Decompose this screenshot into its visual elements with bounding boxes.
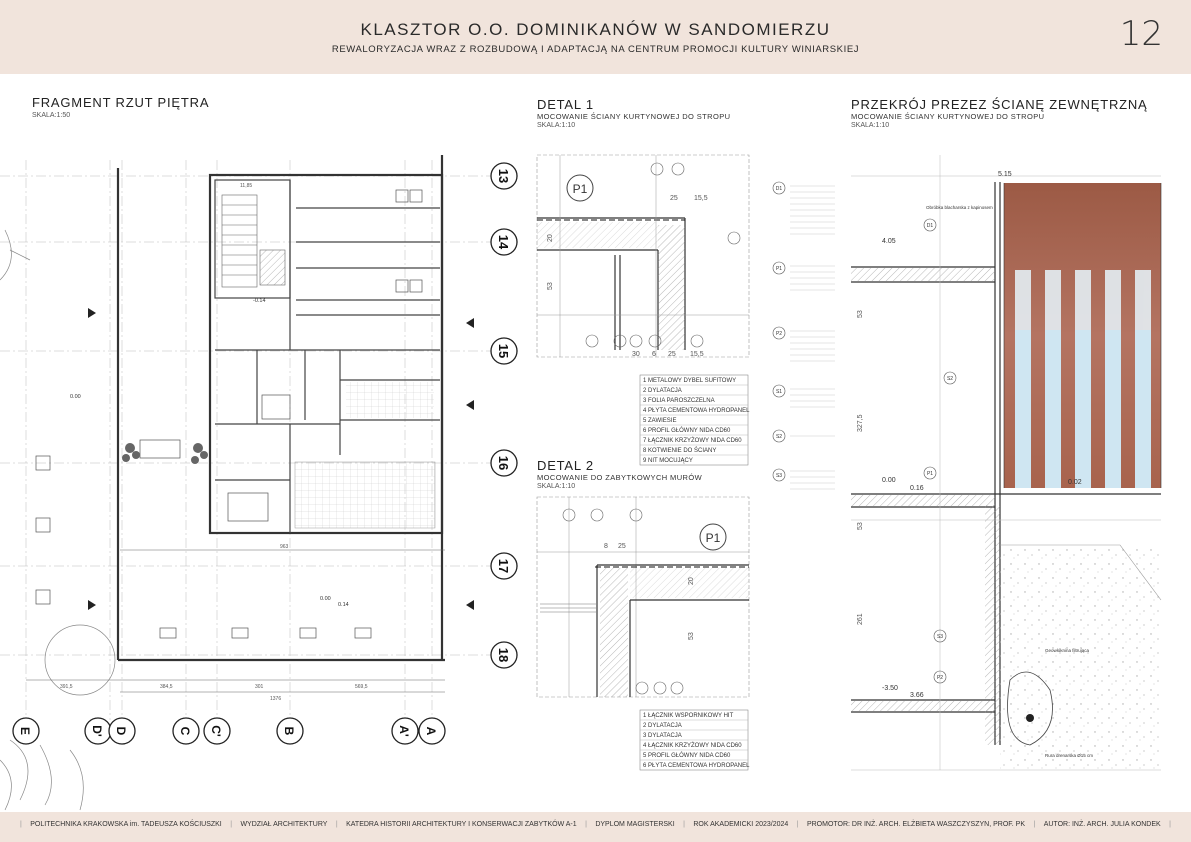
svg-text:11,85: 11,85 [240, 183, 253, 189]
svg-text:963: 963 [280, 544, 289, 550]
svg-text:-3.50: -3.50 [882, 685, 898, 692]
svg-text:0.02: 0.02 [1068, 479, 1082, 486]
svg-text:B: B [282, 726, 296, 736]
svg-text:5.15: 5.15 [998, 171, 1012, 178]
detail1-drawing [537, 155, 749, 358]
detail2-subtitle: MOCOWANIE DO ZABYTKOWYCH MURÓW [537, 473, 703, 482]
svg-text:0.14: 0.14 [338, 602, 349, 608]
svg-text:D1: D1 [926, 223, 934, 229]
row-axes [491, 163, 517, 668]
svg-text:8 KOTWIENIE DO ŚCIANY: 8 KOTWIENIE DO ŚCIANY [643, 448, 717, 454]
svg-text:25: 25 [670, 195, 678, 202]
svg-text:0.00: 0.00 [320, 596, 331, 602]
footer-diploma: DYPLOM MAGISTERSKI [595, 821, 675, 828]
svg-text:Rura drenarska Ø15 cm: Rura drenarska Ø15 cm [1045, 753, 1094, 758]
detail2-title: DETAL 2 [537, 458, 594, 473]
svg-text:S1: S1 [775, 389, 783, 395]
svg-text:15,5: 15,5 [690, 351, 704, 358]
svg-text:A': A' [397, 725, 411, 737]
svg-text:P2: P2 [936, 675, 944, 681]
svg-text:6 PŁYTA CEMENTOWA HYDROPANEL: 6 PŁYTA CEMENTOWA HYDROPANEL [643, 763, 750, 769]
detail2-drawing [537, 497, 749, 697]
svg-text:8: 8 [604, 543, 608, 550]
svg-text:D1: D1 [775, 186, 783, 192]
svg-text:Geowłóknina filtrująca: Geowłóknina filtrująca [1045, 648, 1090, 653]
svg-text:S2: S2 [775, 434, 783, 440]
section-scale: SKALA:1:10 [851, 122, 890, 129]
svg-text:53: 53 [857, 310, 864, 318]
footer-department: KATEDRA HISTORII ARCHITEKTURY I KONSERWACJI ZABYTKÓW A-1 [346, 821, 577, 828]
axis-15: 15 [496, 343, 511, 359]
svg-text:4 ŁĄCZNIK KRZYŻOWY NIDA CD60: 4 ŁĄCZNIK KRZYŻOWY NIDA CD60 [643, 743, 742, 749]
board-title: KLASZTOR O.O. DOMINIKANÓW W SANDOMIERZU [360, 20, 831, 39]
detail2-scale: SKALA:1:10 [537, 483, 576, 490]
footer-university: POLITECHNIKA KRAKOWSKA im. TADEUSZA KOŚCIUSZKI [30, 821, 222, 828]
svg-text:3 DYLATACJA: 3 DYLATACJA [643, 733, 682, 739]
svg-text:P2: P2 [775, 331, 783, 337]
detail2-tag: P1 [705, 531, 721, 545]
footer-credits: | POLITECHNIKA KRAKOWSKA im. TADEUSZA KOŚCIUSZKI | WYDZIAŁ ARCHITEKTURY | KATEDRA HISTORII ARCHITEKTURY I KONSERWACJI ZABYTKÓW A-1 | DYPLOM MAGISTERSKI | ROK AKADEMICKI 2023/2024 | PROMOTOR: DR INŻ. ARCH. ELŻBIETA WASZCZYSZYN, PROF. PK | AUTOR: INŻ. ARCH. JULIA KONDEK | [20, 821, 1171, 828]
svg-text:4.05: 4.05 [882, 238, 896, 245]
svg-text:3 FOLIA PAROSZCZELNA: 3 FOLIA PAROSZCZELNA [643, 398, 715, 404]
svg-text:2 DYLATACJA: 2 DYLATACJA [643, 723, 682, 729]
svg-text:-0.14: -0.14 [253, 298, 266, 304]
svg-text:1 ŁĄCZNIK WSPORNIKOWY HIT: 1 ŁĄCZNIK WSPORNIKOWY HIT [643, 713, 734, 719]
svg-text:9 NIT MOCUJĄCY: 9 NIT MOCUJĄCY [643, 458, 693, 464]
section-subtitle: MOCOWANIE ŚCIANY KURTYNOWEJ DO STROPU [851, 112, 1045, 121]
floor-plan [0, 155, 518, 810]
svg-text:A: A [424, 726, 438, 736]
svg-text:S3: S3 [936, 634, 944, 640]
axis-18: 18 [496, 647, 511, 663]
plan-title: FRAGMENT RZUT PIĘTRA [32, 95, 210, 110]
svg-text:0.16: 0.16 [910, 485, 924, 492]
svg-text:53: 53 [857, 522, 864, 530]
svg-text:6 PROFIL GŁÓWNY NIDA CD60: 6 PROFIL GŁÓWNY NIDA CD60 [643, 428, 731, 434]
svg-text:1376: 1376 [270, 696, 282, 702]
detail1-title: DETAL 1 [537, 97, 594, 112]
layer-tags [773, 182, 835, 489]
svg-text:P1: P1 [926, 471, 934, 477]
plan-scale: SKALA:1:50 [32, 112, 71, 119]
svg-text:15,5: 15,5 [694, 195, 708, 202]
column-axes [13, 718, 445, 744]
detail1-subtitle: MOCOWANIE ŚCIANY KURTYNOWEJ DO STROPU [537, 112, 731, 121]
svg-text:391,5: 391,5 [60, 684, 73, 690]
axis-14: 14 [496, 234, 511, 250]
axis-16: 16 [496, 455, 511, 471]
svg-text:25: 25 [618, 543, 626, 550]
svg-text:25: 25 [668, 351, 676, 358]
svg-text:4 PŁYTA CEMENTOWA HYDROPANEL: 4 PŁYTA CEMENTOWA HYDROPANEL [643, 408, 750, 414]
footer-year: ROK AKADEMICKI 2023/2024 [693, 821, 789, 828]
svg-text:569,5: 569,5 [355, 684, 368, 690]
svg-text:S3: S3 [775, 473, 783, 479]
svg-text:3.66: 3.66 [910, 692, 924, 699]
footer-author: AUTOR: INŻ. ARCH. JULIA KONDEK [1043, 821, 1161, 828]
detail1-scale: SKALA:1:10 [537, 122, 576, 129]
svg-text:5 ZAWIESIE: 5 ZAWIESIE [643, 418, 677, 424]
svg-text:53: 53 [688, 632, 695, 640]
page-number: 12 [1119, 14, 1163, 54]
svg-text:7 ŁĄCZNIK KRZYŻOWY NIDA CD60: 7 ŁĄCZNIK KRZYŻOWY NIDA CD60 [643, 438, 742, 444]
svg-text:S2: S2 [946, 376, 954, 382]
svg-text:384,5: 384,5 [160, 684, 173, 690]
svg-text:0.00: 0.00 [882, 477, 896, 484]
svg-text:5 PROFIL GŁÓWNY NIDA CD60: 5 PROFIL GŁÓWNY NIDA CD60 [643, 753, 731, 759]
svg-text:327,5: 327,5 [857, 414, 864, 432]
svg-text:E: E [18, 726, 32, 736]
svg-text:P1: P1 [775, 266, 783, 272]
svg-text:0.00: 0.00 [70, 394, 81, 400]
svg-text:C': C' [209, 725, 223, 737]
detail1-tag: P1 [572, 182, 588, 196]
svg-text:30: 30 [632, 351, 640, 358]
axis-17: 17 [496, 558, 511, 574]
section-title: PRZEKRÓJ PREZEZ ŚCIANĘ ZEWNĘTRZNĄ [851, 97, 1148, 112]
wall-section [851, 155, 1161, 770]
svg-text:20: 20 [547, 234, 554, 242]
svg-text:301: 301 [255, 684, 264, 690]
svg-text:D: D [114, 726, 128, 736]
footer-supervisor: PROMOTOR: DR INŻ. ARCH. ELŻBIETA WASZCZYSZYN, PROF. PK [806, 821, 1026, 828]
board-subtitle: REWALORYZACJA WRAZ Z ROZBUDOWĄ I ADAPTACJĄ NA CENTRUM PROMOCJI KULTURY WINIARSKIEJ [331, 44, 860, 55]
svg-text:2 DYLATACJA: 2 DYLATACJA [643, 388, 682, 394]
svg-text:C: C [178, 726, 192, 736]
svg-text:D': D' [90, 725, 104, 737]
detail1-legend [640, 375, 750, 465]
detail2-legend [640, 710, 750, 770]
svg-text:20: 20 [688, 577, 695, 585]
svg-text:1 METALOWY DYBEL SUFITOWY: 1 METALOWY DYBEL SUFITOWY [643, 378, 737, 384]
svg-text:261: 261 [857, 613, 864, 625]
svg-text:53: 53 [547, 282, 554, 290]
footer-faculty: WYDZIAŁ ARCHITEKTURY [240, 821, 328, 828]
svg-text:Obróbka blacharska z kapinosem: Obróbka blacharska z kapinosem [926, 205, 993, 210]
axis-13: 13 [496, 168, 511, 184]
svg-text:6: 6 [652, 351, 656, 358]
